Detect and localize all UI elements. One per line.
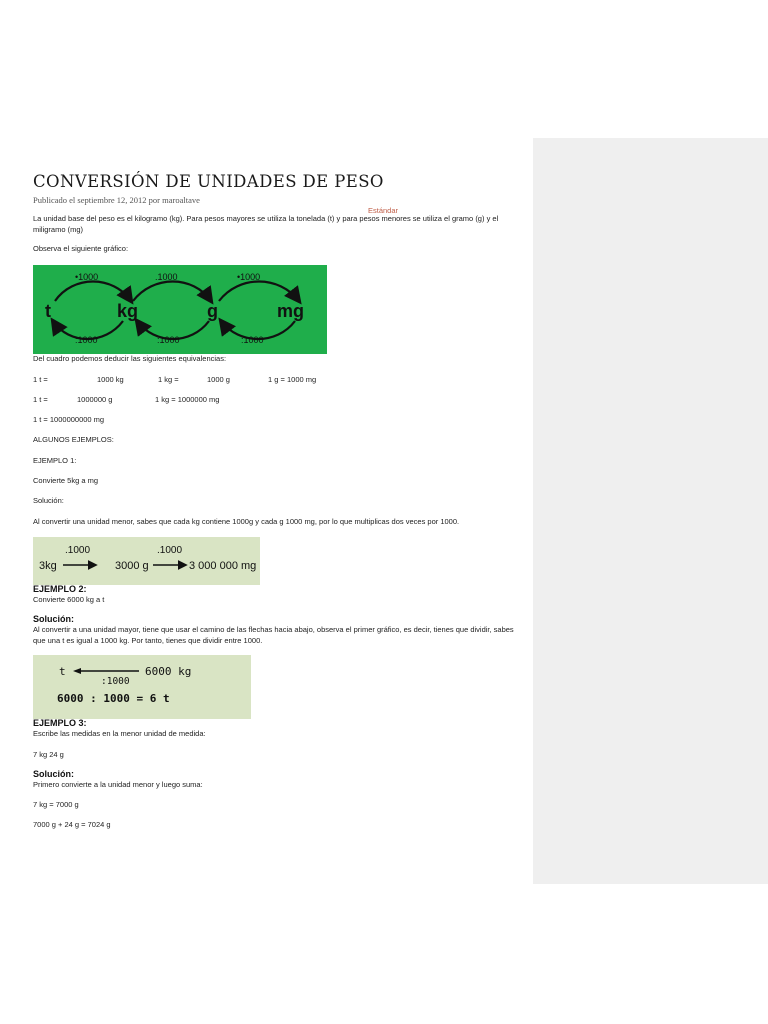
example-2-explanation: Al convertir a una unidad mayor, tiene que usar el camino de las flechas hacia abajo, observa el primer gráfico, es decir, tienes que dividir, sabes que una t es igual a 1000 kg. Por tanto, tienes que dividir entre 1000.	[33, 625, 514, 645]
example-1-task: Convierte 5kg a mg	[33, 476, 99, 485]
observe-text: Observa el siguiente gráfico:	[33, 244, 129, 253]
sidebar-panel	[533, 138, 768, 884]
example-1-solution-label: Solución:	[33, 496, 64, 505]
eq-cell: 1 g = 1000 mg	[268, 375, 317, 384]
example-3-step-2: 7000 g + 24 g = 7024 g	[33, 820, 111, 829]
top-label-2: .1000	[155, 272, 178, 282]
byline: Publicado el septiembre 12, 2012 por maroaltave	[33, 195, 200, 205]
eq-cell: 1 kg =	[158, 375, 179, 384]
example-2-solution-label: Solución:	[33, 614, 74, 624]
example-2-task: Convierte 6000 kg a t	[33, 595, 105, 604]
unit-t: t	[45, 301, 51, 321]
example-3-heading: EJEMPLO 3:	[33, 718, 87, 728]
intro-paragraph: La unidad base del peso es el kilogramo (kg). Para pesos mayores se utiliza la tonelada (t) y para pesos menores se utiliza el gramo (g) y el miligramo (mg)	[33, 214, 499, 234]
ex1-label-2: .1000	[157, 545, 183, 556]
eq-cell: 1 kg = 1000000 mg	[155, 395, 220, 404]
ex1-value-1: 3kg	[39, 560, 57, 572]
example-1-explanation: Al convertir una unidad menor, sabes que cada kg contiene 1000g y cada g 1000 mg, por lo que multiplicas dos veces por 1000.	[33, 517, 460, 526]
example-3-value: 7 kg 24 g	[33, 750, 64, 759]
ex1-label-1: .1000	[65, 545, 91, 556]
ex2-label: :1000	[101, 676, 130, 687]
top-label-3: •1000	[237, 272, 261, 282]
bottom-label-1: :1000	[75, 335, 98, 345]
ex1-value-2: 3000 g	[115, 560, 149, 572]
ex2-left: t	[59, 665, 66, 678]
example-1-heading: EJEMPLO 1:	[33, 456, 77, 465]
eq-cell: 1000 g	[207, 375, 230, 384]
ex2-equation: 6000 : 1000 = 6 t	[57, 692, 170, 705]
eq-cell: 1 t =	[33, 375, 48, 384]
example-2-heading: EJEMPLO 2:	[33, 584, 87, 594]
equivalence-row-3: 1 t = 1000000000 mg	[33, 415, 105, 424]
example-2-image	[33, 655, 251, 719]
eq-cell: 1000000 g	[77, 395, 113, 404]
ex2-right: 6000 kg	[145, 665, 192, 678]
page-title: CONVERSIÓN DE UNIDADES DE PESO	[33, 172, 384, 191]
bottom-label-2: :1000	[157, 335, 180, 345]
top-label-1: •1000	[75, 272, 99, 282]
example-3-explanation: Primero convierte a la unidad menor y luego suma:	[33, 780, 203, 789]
eq-cell: 1 t =	[33, 395, 48, 404]
unit-mg: mg	[277, 301, 304, 321]
example-1-image	[33, 537, 260, 585]
unit-conversion-diagram	[33, 265, 327, 354]
example-3-solution-label: Solución:	[33, 769, 74, 779]
example-3-step-1: 7 kg = 7000 g	[33, 800, 79, 809]
unit-g: g	[207, 301, 218, 321]
eq-cell: 1000 kg	[97, 375, 124, 384]
format-link[interactable]: Estándar	[368, 206, 399, 215]
examples-heading: ALGUNOS EJEMPLOS:	[33, 435, 114, 444]
unit-kg: kg	[117, 301, 139, 321]
deduce-text: Del cuadro podemos deducir las siguientes equivalencias:	[33, 354, 227, 363]
example-3-task: Escribe las medidas en la menor unidad de medida:	[33, 729, 206, 738]
bottom-label-3: :1000	[241, 335, 264, 345]
ex1-value-3: 3 000 000 mg	[189, 560, 257, 572]
